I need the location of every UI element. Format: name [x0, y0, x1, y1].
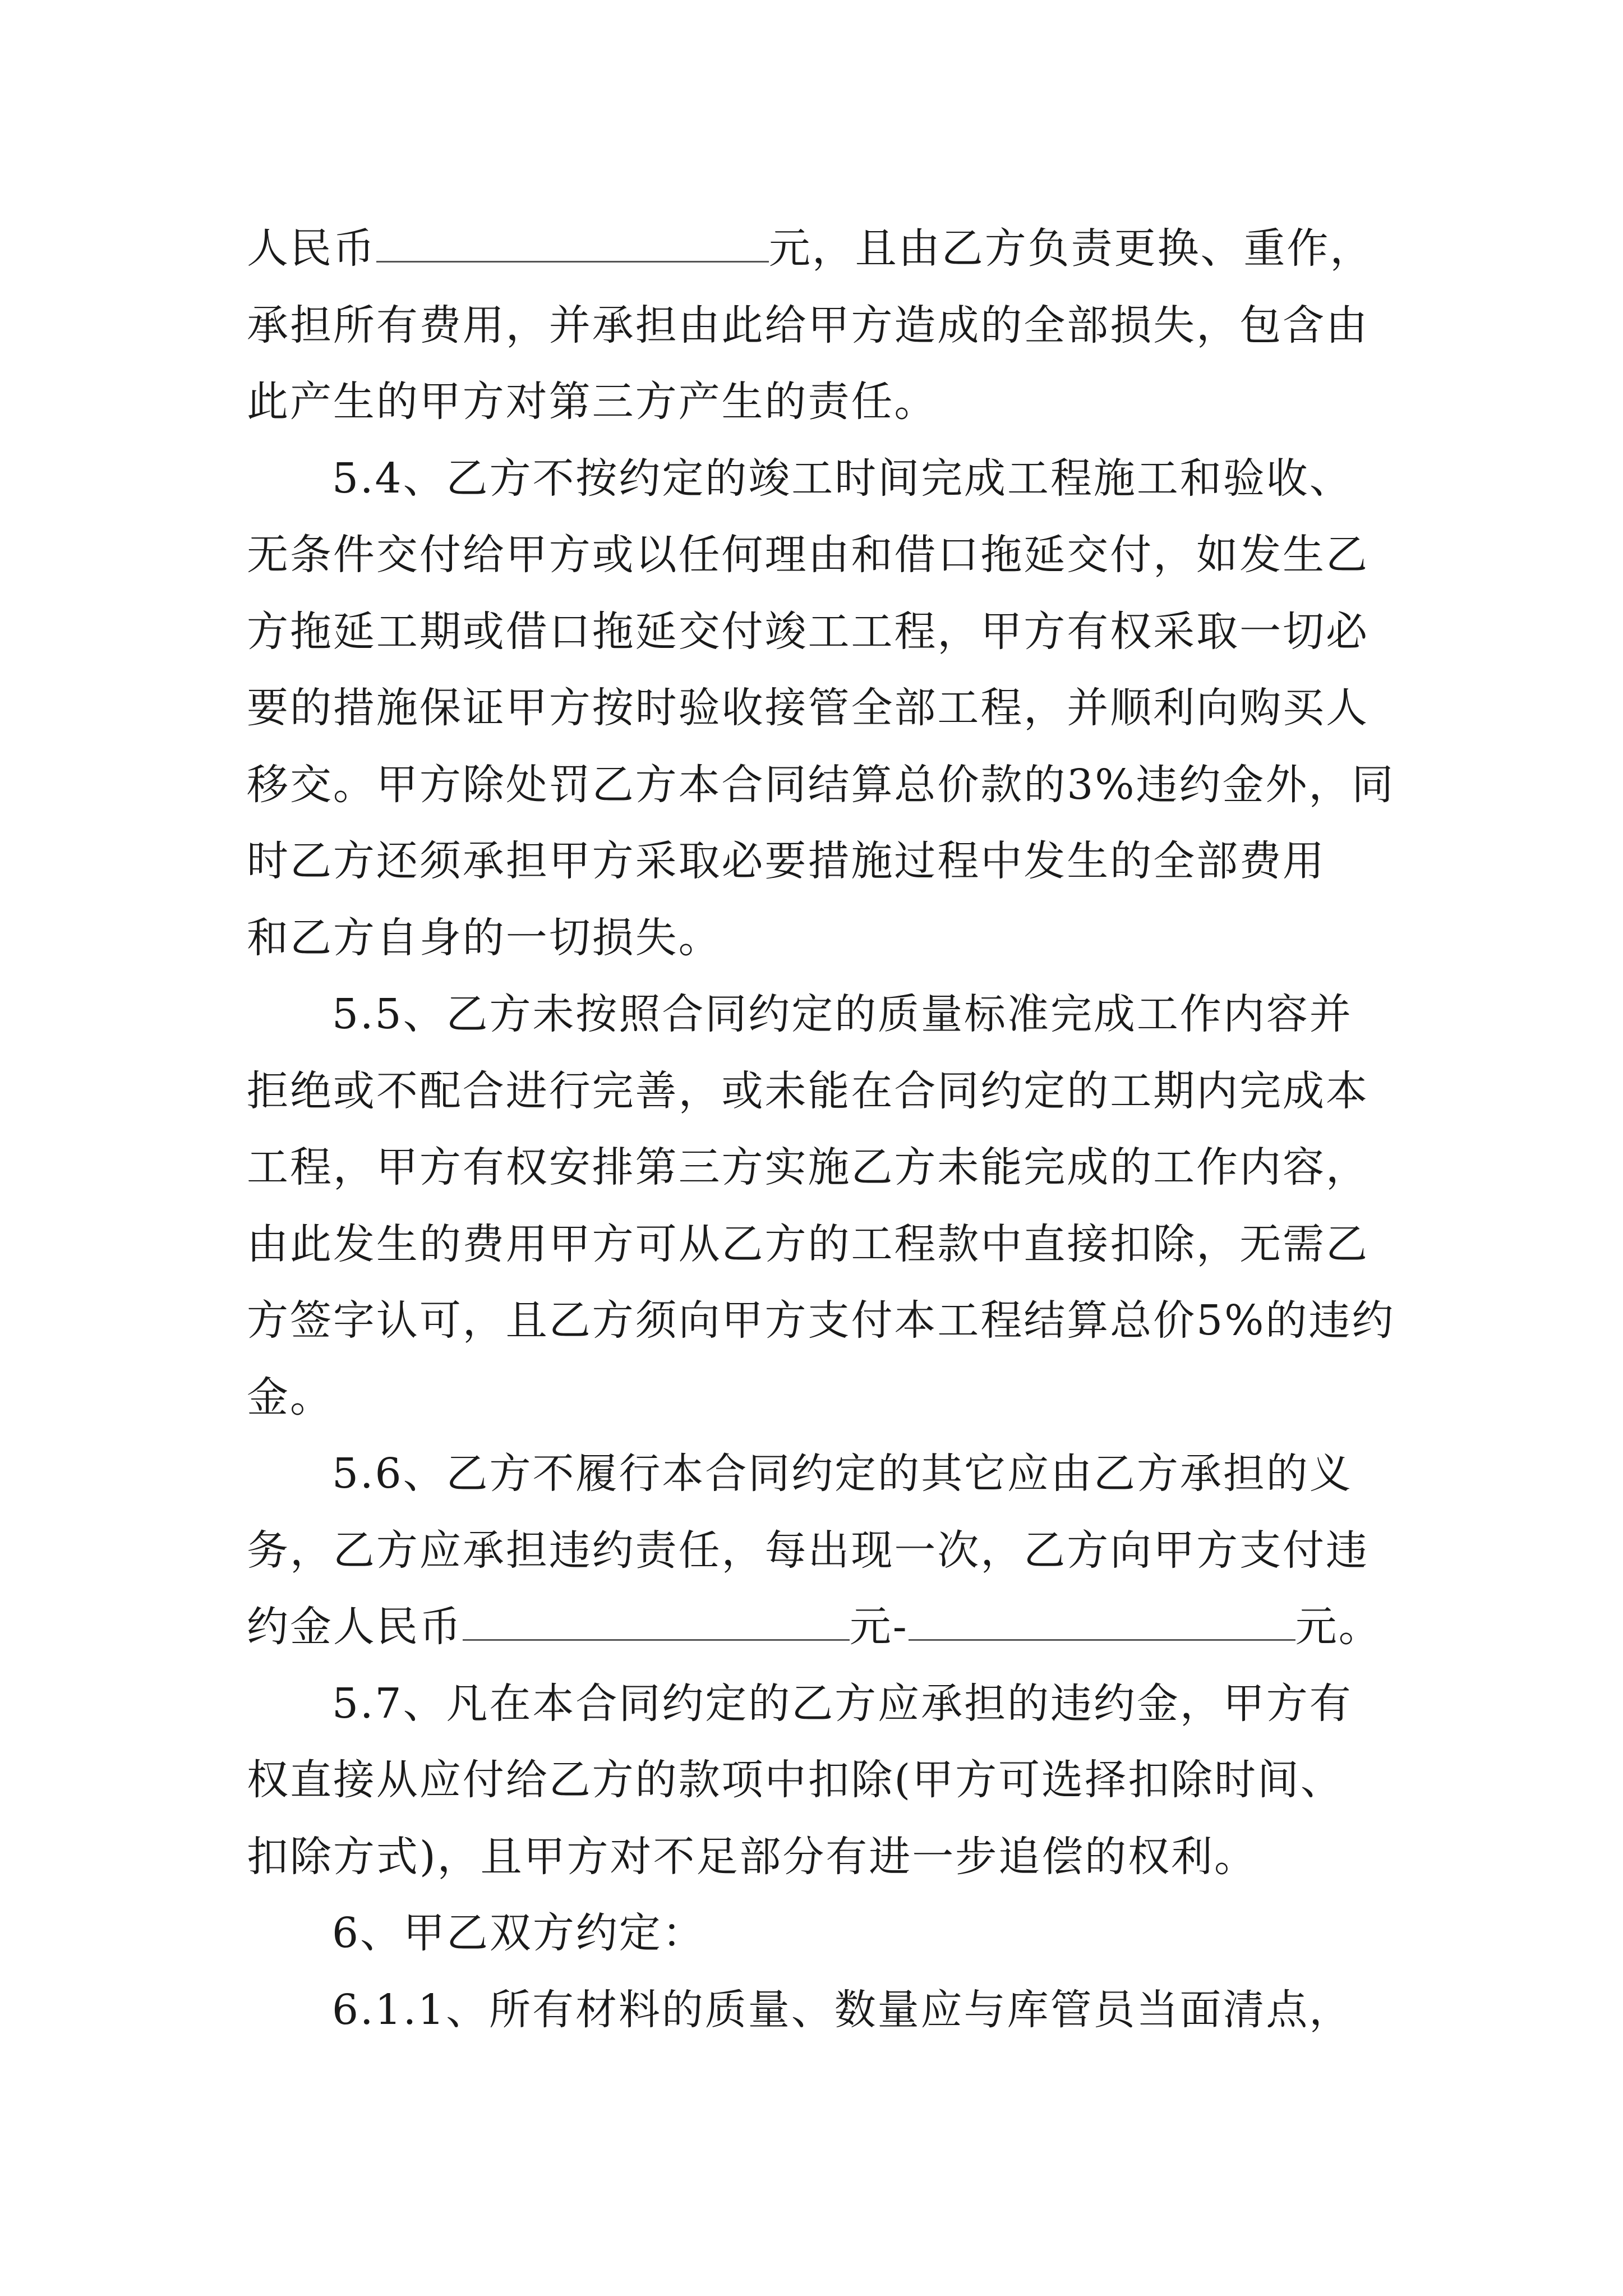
- text-segment: 约金人民币: [247, 1603, 463, 1651]
- text-line: [247, 1589, 1430, 1665]
- text-line: 要的措施保证甲方按时验收接管全部工程，并顺利向购买人: [247, 684, 1369, 732]
- blank-underline: [376, 222, 769, 263]
- clause-6-1-1-heading: 6.1.1、所有材料的质量、数量应与库管员当面清点，: [332, 1985, 1353, 2034]
- text-line: 移交。甲方除处罚乙方本合同结算总价款的3%违约金外，同: [247, 760, 1395, 809]
- clause-5-5-heading: 5.5、乙方未按照合同约定的质量标准完成工作内容并: [332, 990, 1353, 1038]
- text-line: 务，乙方应承担违约责任，每出现一次，乙方向甲方支付违: [247, 1526, 1369, 1575]
- text-line: 方拖延工期或借口拖延交付竣工工程，甲方有权采取一切必: [247, 607, 1369, 656]
- text-line: 无条件交付给甲方或以任何理由和借口拖延交付，如发生乙: [247, 531, 1369, 579]
- text-line: 此产生的甲方对第三方产生的责任。: [247, 378, 938, 426]
- text-line: [247, 210, 1430, 287]
- text-line: 方签字认可，且乙方须向甲方支付本工程结算总价5%的违约: [247, 1296, 1395, 1345]
- text-segment: 元-: [849, 1603, 909, 1651]
- text-line: 承担所有费用，并承担由此给甲方造成的全部损失，包含由: [247, 301, 1369, 349]
- text-line: 拒绝或不配合进行完善，或未能在合同约定的工期内完成本: [247, 1066, 1369, 1115]
- clause-5-4-heading: 5.4、乙方不按约定的竣工时间完成工程施工和验收、: [332, 454, 1353, 503]
- text-segment: 元。: [1295, 1603, 1382, 1651]
- clause-5-7-heading: 5.7、凡在本合同约定的乙方应承担的违约金，甲方有: [332, 1679, 1353, 1728]
- text-line: 和乙方自身的一切损失。: [247, 913, 722, 962]
- blank-underline: [463, 1600, 850, 1641]
- text-line: 金。: [247, 1373, 333, 1421]
- text-line: 由此发生的费用甲方可从乙方的工程款中直接扣除，无需乙: [247, 1220, 1369, 1268]
- blank-underline: [909, 1600, 1295, 1641]
- text-line: 权直接从应付给乙方的款项中扣除(甲方可选择扣除时间、: [247, 1756, 1344, 1804]
- text-segment: 元，且由乙方负责更换、重作，: [768, 224, 1373, 273]
- text-segment: 人民币: [247, 224, 376, 273]
- document-page: [247, 210, 1430, 2048]
- clause-5-6-heading: 5.6、乙方不履行本合同约定的其它应由乙方承担的义: [332, 1450, 1353, 1498]
- section-6-heading: 6、甲乙双方约定：: [332, 1909, 706, 1957]
- text-line: 扣除方式)，且甲方对不足部分有进一步追偿的权利。: [247, 1832, 1257, 1881]
- text-line: 工程，甲方有权安排第三方实施乙方未能完成的工作内容，: [247, 1143, 1369, 1191]
- text-line: 时乙方还须承担甲方采取必要措施过程中发生的全部费用: [247, 837, 1326, 885]
